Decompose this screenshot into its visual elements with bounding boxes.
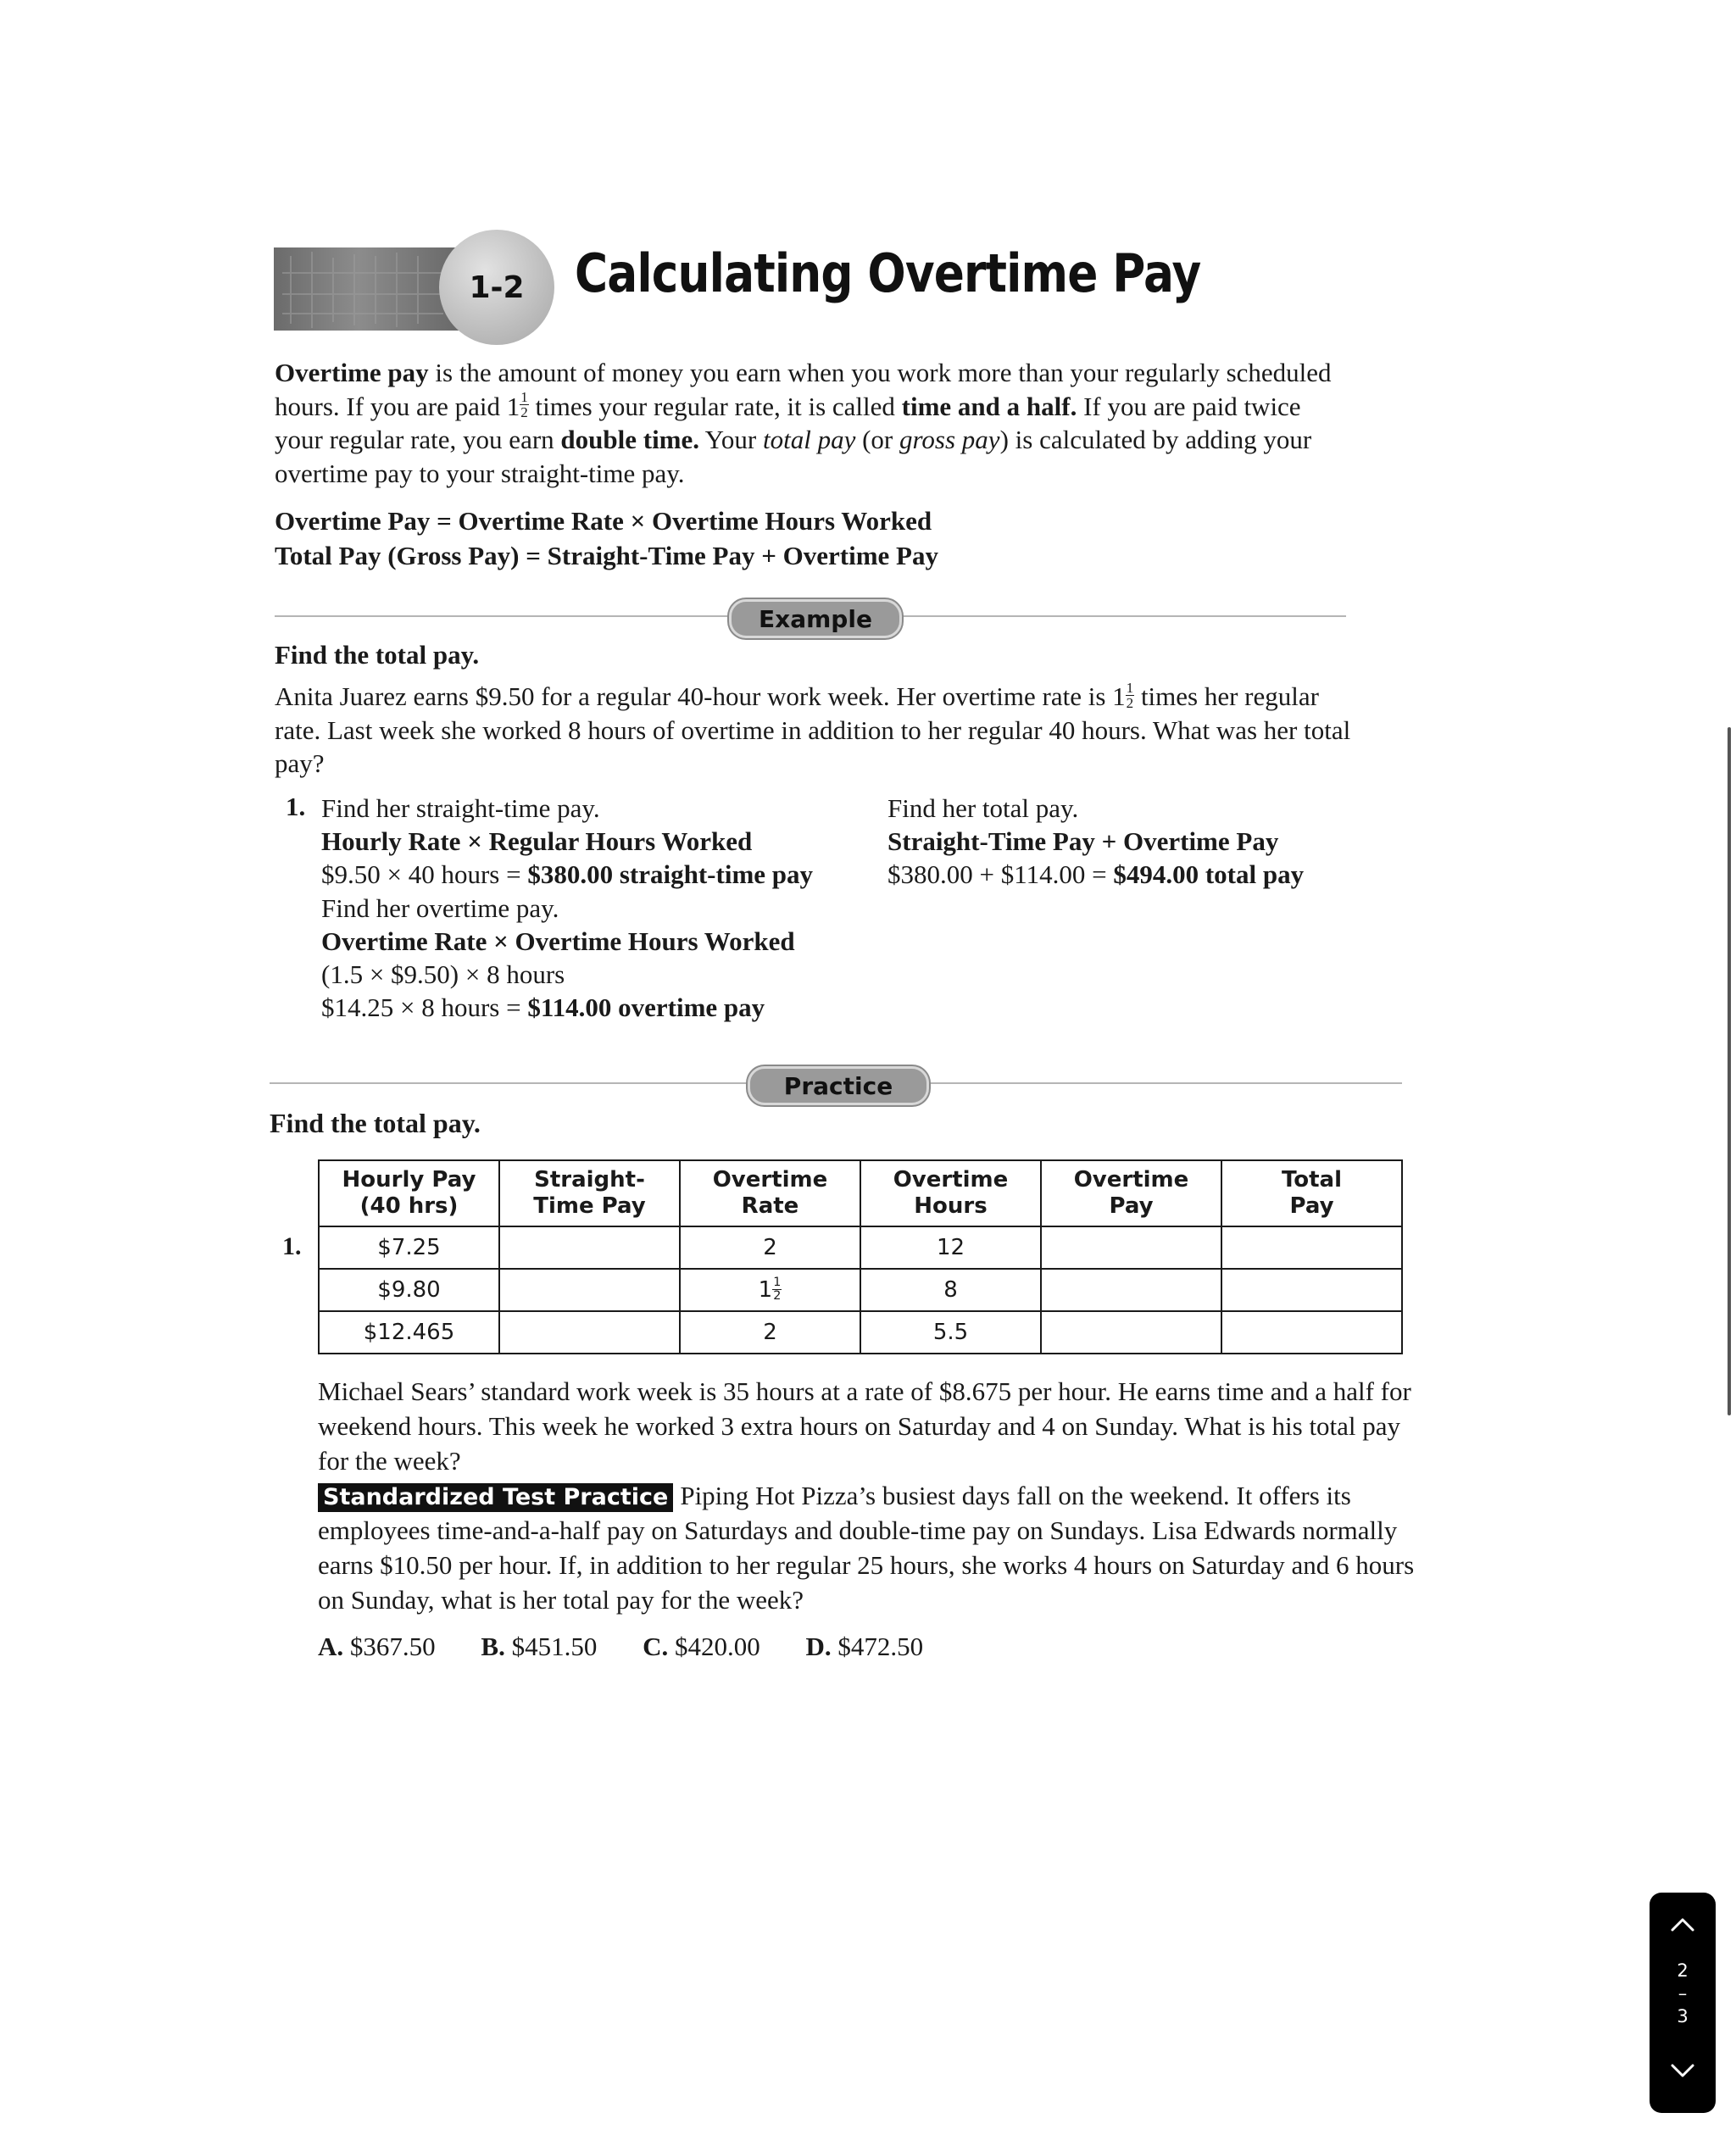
cell-hourly-pay: $9.80 <box>319 1269 499 1311</box>
practice-table <box>318 1159 1403 1354</box>
total-pages: 3 <box>1677 2006 1689 2027</box>
example-step-number: 1. <box>286 792 306 821</box>
cell-total-pay <box>1221 1269 1402 1311</box>
term-double-time: double time. <box>560 425 700 454</box>
example-steps-right <box>887 792 1304 892</box>
page-navigator <box>1650 1893 1716 2113</box>
header-line: (40 hrs) <box>359 1193 459 1219</box>
answer-choice <box>318 1632 436 1661</box>
practice-problem-3-text: Piping Hot Pizza’s busiest days fall on the weekend. It offers its employees time-and-a-half pay on Saturdays and double-time pay on Sundays. Lisa Edwards normally earns $10.50 per hour. If, in addition to her regular 25 hours, she works 4 hours on Saturday and 6 hours on Sunday, what is her total pay for the week? <box>318 1481 1415 1615</box>
step-total-expr: $380.00 + $114.00 = <box>887 859 1114 890</box>
header-overtime-pay <box>1041 1160 1221 1226</box>
answer-choice <box>805 1632 923 1661</box>
cell-overtime-rate: 2 <box>680 1311 860 1354</box>
cell-overtime-pay <box>1041 1311 1221 1354</box>
intro-text-1: is the amount of money you earn when you work more than your regularly scheduled hours. If you are paid 1 <box>275 358 1332 421</box>
fraction-denominator: 2 <box>773 1288 782 1303</box>
header-line: Rate <box>741 1193 799 1219</box>
current-page-number: 2 <box>1677 1960 1689 1981</box>
step-straight-time-result: $380.00 straight-time pay <box>527 859 814 890</box>
cell-overtime-hours: 5.5 <box>860 1311 1041 1354</box>
term-total-pay: total pay <box>763 425 856 454</box>
cell-straight-time-pay <box>499 1226 680 1269</box>
header-line: Time Pay <box>533 1193 646 1219</box>
step-total-calc <box>887 858 1304 891</box>
step-overtime-expr-2: $14.25 × 8 hours = <box>321 992 528 1023</box>
step-straight-time-calc <box>321 858 813 891</box>
table-row <box>319 1269 1402 1311</box>
header-line: Total <box>1281 1167 1343 1193</box>
term-time-and-a-half: time and a half. <box>901 391 1077 421</box>
header-line: Pay <box>1109 1193 1154 1219</box>
step-find-straight-time: Find her straight-time pay. <box>321 793 600 823</box>
cell-overtime-pay <box>1041 1226 1221 1269</box>
choice-letter: B. <box>481 1632 505 1661</box>
cell-overtime-hours: 8 <box>860 1269 1041 1311</box>
practice-row-number: 1. <box>282 1232 302 1260</box>
practice-problem-2: Michael Sears’ standard work week is 35 hours at a rate of $8.675 per hour. He earns time and a half for weekend hours. This week he worked 3 extra hours on Saturday and 4 on Sunday. What is his total pay for the week? <box>318 1376 1411 1476</box>
header-total-pay <box>1221 1160 1402 1226</box>
header-line: Overtime <box>893 1167 1009 1193</box>
header-hourly-pay <box>319 1160 499 1226</box>
vertical-scrollbar[interactable] <box>1728 727 1731 1415</box>
formula-total-pay: Total Pay (Gross Pay) = Straight-Time Pay + Overtime Pay <box>275 541 938 570</box>
fraction-one-half <box>772 1276 782 1302</box>
cell-straight-time-pay <box>499 1269 680 1311</box>
cell-overtime-hours: 12 <box>860 1226 1041 1269</box>
cell-straight-time-pay <box>499 1311 680 1354</box>
fraction-one-half <box>1126 681 1135 710</box>
choice-value: $472.50 <box>837 1632 924 1661</box>
step-straight-time-expr: $9.50 × 40 hours = <box>321 859 528 890</box>
intro-text-3: If you are paid twice your regular rate, you earn <box>275 391 1301 454</box>
formula-block <box>275 503 1343 573</box>
practice-heading: Find the total pay. <box>270 1108 481 1138</box>
header-line: Overtime <box>1073 1167 1189 1193</box>
step-overtime-expr: (1.5 × $9.50) × 8 hours <box>321 959 565 990</box>
step-total-result: $494.00 total pay <box>1113 859 1305 890</box>
choice-value: $451.50 <box>511 1632 598 1661</box>
example-heading: Find the total pay. <box>275 640 480 670</box>
cell-overtime-rate <box>680 1269 860 1311</box>
cell-total-pay <box>1221 1311 1402 1354</box>
intro-text-6: ) is calculated by adding your overtime pay to your straight-time pay. <box>275 425 1312 488</box>
fraction-numerator: 1 <box>1126 679 1134 696</box>
example-steps-left <box>321 792 813 1024</box>
answer-choices <box>318 1632 962 1662</box>
header-overtime-rate <box>680 1160 860 1226</box>
intro-text-5: (or <box>855 425 900 454</box>
chevron-down-icon <box>1670 2063 1695 2078</box>
fraction-denominator: 2 <box>520 404 528 421</box>
step-overtime-calc <box>321 991 813 1024</box>
page-title: Calculating Overtime Pay <box>575 242 1201 304</box>
choice-letter: C. <box>643 1632 669 1661</box>
standardized-test-badge: Standardized Test Practice <box>318 1483 673 1512</box>
step-straight-time-formula: Hourly Rate × Regular Hours Worked <box>321 826 753 857</box>
formula-overtime-pay: Overtime Pay = Overtime Rate × Overtime Hours Worked <box>275 506 932 536</box>
practice-label: Practice <box>748 1066 929 1105</box>
step-find-overtime: Find her overtime pay. <box>321 892 559 923</box>
term-overtime-pay: Overtime pay <box>275 358 429 387</box>
cell-overtime-rate: 2 <box>680 1226 860 1269</box>
chevron-up-icon <box>1670 1917 1695 1932</box>
choice-value: $367.50 <box>349 1632 436 1661</box>
choice-value: $420.00 <box>674 1632 760 1661</box>
cell-hourly-pay: $12.465 <box>319 1311 499 1354</box>
example-label: Example <box>729 599 902 638</box>
table-row <box>319 1226 1402 1269</box>
header-line: Hourly Pay <box>342 1167 476 1193</box>
header-line: Pay <box>1289 1193 1334 1219</box>
table-header-row <box>319 1160 1402 1226</box>
term-gross-pay: gross pay <box>899 425 1000 454</box>
fraction-one-half <box>520 390 529 420</box>
page-separator: – <box>1678 1983 1688 2004</box>
lesson-number-badge: 1-2 <box>439 230 554 345</box>
cell-overtime-pay <box>1041 1269 1221 1311</box>
cell-total-pay <box>1221 1226 1402 1269</box>
answer-choice <box>643 1632 760 1661</box>
step-total-formula: Straight-Time Pay + Overtime Pay <box>887 826 1279 857</box>
cell-hourly-pay: $7.25 <box>319 1226 499 1269</box>
practice-problem-3 <box>318 1478 1420 1617</box>
mixed-number-whole: 1 <box>758 1277 773 1304</box>
choice-letter: D. <box>805 1632 832 1661</box>
header-line: Hours <box>914 1193 988 1219</box>
header-overtime-hours <box>860 1160 1041 1226</box>
fraction-denominator: 2 <box>1126 694 1134 711</box>
intro-text-4: Your <box>699 425 763 454</box>
step-overtime-formula: Overtime Rate × Overtime Hours Worked <box>321 926 795 956</box>
example-problem-text-a: Anita Juarez earns $9.50 for a regular 40-hour work week. Her overtime rate is 1 <box>275 681 1126 711</box>
intro-text-2: times your regular rate, it is called <box>528 391 902 421</box>
next-page-button[interactable] <box>1650 2045 1716 2096</box>
header-line: Overtime <box>712 1167 828 1193</box>
answer-choice <box>481 1632 597 1661</box>
previous-page-button[interactable] <box>1650 1899 1716 1950</box>
fraction-numerator: 1 <box>520 389 528 405</box>
example-problem-text-b: times her regular rate. Last week she worked 8 hours of overtime in addition to her regular 40 hours. What was her total pay? <box>275 681 1351 778</box>
header-straight-time-pay <box>499 1160 680 1226</box>
intro-paragraph <box>275 356 1343 490</box>
table-row <box>319 1311 1402 1354</box>
fraction-numerator: 1 <box>773 1276 782 1290</box>
step-find-total: Find her total pay. <box>887 793 1079 823</box>
example-problem <box>275 680 1368 781</box>
header-line: Straight- <box>534 1167 645 1193</box>
choice-letter: A. <box>318 1632 344 1661</box>
step-overtime-result: $114.00 overtime pay <box>527 992 765 1023</box>
